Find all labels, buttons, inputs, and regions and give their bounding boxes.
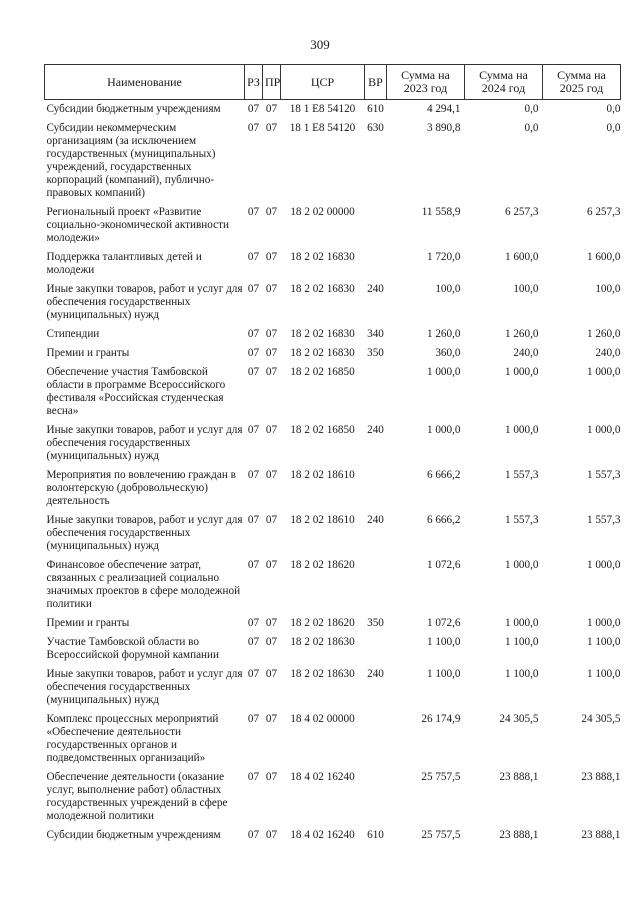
cell-sum-2025: 23 888,1	[581, 771, 621, 783]
cell-csr: 18 1 E8 54120	[289, 103, 356, 115]
cell-name: Участие Тамбовской области во Всероссийской форумной кампании	[46, 636, 220, 661]
cell-sum-2025: 24 305,5	[581, 713, 621, 725]
table-row	[45, 248, 621, 280]
table-row	[45, 466, 621, 511]
cell-sum-2023: 1 072,6	[426, 559, 461, 571]
cell-pr: 07	[265, 424, 278, 436]
cell-sum-2023: 25 757,5	[421, 771, 461, 783]
cell-sum-2024: 0,0	[524, 122, 539, 134]
cell-sum-2025: 1 260,0	[586, 328, 621, 340]
cell-vr: 630	[367, 122, 384, 134]
cell-name: Иные закупки товаров, работ и услуг для обеспечения государственных (муниципальных) нужд	[46, 668, 243, 706]
cell-sum-2024: 1 557,3	[504, 469, 539, 481]
cell-vr	[365, 203, 387, 248]
cell-sum-2025: 1 000,0	[586, 366, 621, 378]
cell-rz: 07	[247, 771, 260, 783]
cell-vr: 240	[367, 668, 384, 680]
cell-csr: 18 2 02 16850	[290, 424, 355, 436]
cell-sum-2025: 1 100,0	[586, 668, 621, 680]
header-name: Наименование	[45, 65, 245, 100]
cell-pr: 07	[265, 829, 278, 841]
cell-sum-2023: 3 890,8	[426, 122, 461, 134]
cell-sum-2025: 6 257,3	[586, 206, 621, 218]
cell-pr: 07	[265, 366, 278, 378]
cell-sum-2025: 1 000,0	[586, 424, 621, 436]
cell-pr: 07	[265, 469, 278, 481]
cell-vr: 610	[367, 103, 384, 115]
cell-rz: 07	[247, 328, 260, 340]
cell-vr	[365, 633, 387, 665]
cell-rz: 07	[247, 366, 260, 378]
header-rz: РЗ	[245, 65, 263, 100]
cell-vr: 340	[367, 328, 384, 340]
cell-sum-2023: 360,0	[435, 347, 461, 359]
cell-sum-2023: 26 174,9	[421, 713, 461, 725]
cell-sum-2023: 11 558,9	[421, 206, 461, 218]
cell-csr: 18 2 02 16830	[290, 283, 355, 295]
cell-csr: 18 1 E8 54120	[289, 122, 356, 134]
cell-rz: 07	[247, 103, 260, 115]
cell-sum-2025: 1 600,0	[586, 251, 621, 263]
header-sum-2023: Сумма на 2023 год	[387, 65, 465, 100]
cell-sum-2023: 1 000,0	[426, 366, 461, 378]
cell-sum-2024: 24 305,5	[499, 713, 539, 725]
table-row	[45, 363, 621, 421]
cell-csr: 18 2 02 16850	[290, 366, 355, 378]
cell-pr: 07	[265, 283, 278, 295]
header-vr: ВР	[365, 65, 387, 100]
cell-rz: 07	[247, 424, 260, 436]
table-row	[45, 511, 621, 556]
cell-name: Обеспечение деятельности (оказание услуг, выполнение работ) областных государственных учреждений в сфере молодежной политики	[46, 771, 228, 822]
cell-rz: 07	[247, 251, 260, 263]
table-header	[45, 65, 621, 100]
cell-sum-2023: 25 757,5	[421, 829, 461, 841]
table-row	[45, 826, 621, 845]
table-row	[45, 633, 621, 665]
cell-name: Комплекс процессных мероприятий «Обеспечение деятельности государственных органов и подведомственных организаций»	[46, 713, 219, 764]
cell-sum-2023: 1 100,0	[426, 636, 461, 648]
cell-csr: 18 2 02 18620	[290, 559, 355, 571]
cell-csr: 18 2 02 18620	[290, 617, 355, 629]
cell-sum-2025: 1 557,3	[586, 469, 621, 481]
cell-sum-2024: 1 000,0	[504, 424, 539, 436]
cell-pr: 07	[265, 713, 278, 725]
cell-sum-2023: 6 666,2	[426, 469, 461, 481]
header-sum-2025: Сумма на 2025 год	[543, 65, 621, 100]
cell-sum-2024: 23 888,1	[499, 829, 539, 841]
cell-csr: 18 2 02 18630	[290, 668, 355, 680]
cell-csr: 18 2 02 16830	[290, 347, 355, 359]
table-row	[45, 280, 621, 325]
cell-rz: 07	[247, 617, 260, 629]
cell-sum-2024: 23 888,1	[499, 771, 539, 783]
cell-sum-2024: 240,0	[513, 347, 539, 359]
cell-sum-2024: 1 557,3	[504, 514, 539, 526]
cell-sum-2024: 1 260,0	[504, 328, 539, 340]
cell-pr: 07	[265, 347, 278, 359]
cell-rz: 07	[247, 636, 260, 648]
cell-vr: 350	[367, 617, 384, 629]
cell-name: Региональный проект «Развитие социально-экономической активности молодежи»	[46, 206, 229, 244]
cell-sum-2025: 1 557,3	[586, 514, 621, 526]
cell-rz: 07	[247, 559, 260, 571]
header-csr: ЦСР	[281, 65, 365, 100]
cell-vr: 240	[367, 424, 384, 436]
table-row	[45, 710, 621, 768]
cell-vr	[365, 248, 387, 280]
cell-vr: 240	[367, 283, 384, 295]
cell-rz: 07	[247, 206, 260, 218]
budget-table	[44, 64, 621, 845]
cell-sum-2025: 23 888,1	[581, 829, 621, 841]
cell-sum-2025: 1 000,0	[586, 617, 621, 629]
cell-sum-2025: 1 100,0	[586, 636, 621, 648]
cell-sum-2023: 1 720,0	[426, 251, 461, 263]
table-body	[45, 100, 621, 846]
cell-sum-2024: 1 100,0	[504, 668, 539, 680]
cell-csr: 18 2 02 18610	[290, 514, 355, 526]
cell-name: Иные закупки товаров, работ и услуг для обеспечения государственных (муниципальных) нужд	[46, 424, 243, 462]
table-row	[45, 556, 621, 614]
cell-sum-2024: 6 257,3	[504, 206, 539, 218]
cell-sum-2024: 1 100,0	[504, 636, 539, 648]
cell-csr: 18 2 02 18630	[290, 636, 355, 648]
cell-csr: 18 4 02 00000	[290, 713, 355, 725]
cell-pr: 07	[265, 668, 278, 680]
cell-pr: 07	[265, 103, 278, 115]
cell-sum-2025: 0,0	[606, 122, 621, 134]
cell-pr: 07	[265, 122, 278, 134]
cell-name: Иные закупки товаров, работ и услуг для обеспечения государственных (муниципальных) нужд	[46, 514, 243, 552]
cell-sum-2024: 1 000,0	[504, 559, 539, 571]
cell-vr	[365, 556, 387, 614]
table-row	[45, 344, 621, 363]
cell-name: Премии и гранты	[46, 347, 130, 359]
cell-rz: 07	[247, 122, 260, 134]
cell-name: Обеспечение участия Тамбовской области в программе Всероссийского фестиваля «Российская студенческая весна»	[46, 366, 226, 417]
cell-pr: 07	[265, 328, 278, 340]
cell-name: Финансовое обеспечение затрат, связанных с реализацией социально значимых проектов в сфере молодежной политики	[46, 559, 241, 610]
cell-sum-2024: 1 000,0	[504, 366, 539, 378]
cell-sum-2023: 100,0	[435, 283, 461, 295]
cell-sum-2023: 1 072,6	[426, 617, 461, 629]
cell-sum-2024: 0,0	[524, 103, 539, 115]
cell-csr: 18 2 02 16830	[290, 251, 355, 263]
cell-sum-2024: 1 600,0	[504, 251, 539, 263]
cell-pr: 07	[265, 636, 278, 648]
cell-pr: 07	[265, 206, 278, 218]
cell-pr: 07	[265, 559, 278, 571]
cell-name: Иные закупки товаров, работ и услуг для обеспечения государственных (муниципальных) нужд	[46, 283, 243, 321]
cell-name: Поддержка талантливых детей и молодежи	[46, 251, 202, 276]
cell-csr: 18 4 02 16240	[290, 771, 355, 783]
cell-vr: 610	[367, 829, 384, 841]
cell-sum-2025: 240,0	[595, 347, 621, 359]
cell-csr: 18 2 02 00000	[290, 206, 355, 218]
cell-vr	[365, 710, 387, 768]
table-row	[45, 665, 621, 710]
cell-vr	[365, 768, 387, 826]
cell-rz: 07	[247, 668, 260, 680]
cell-rz: 07	[247, 283, 260, 295]
table-row	[45, 421, 621, 466]
cell-csr: 18 2 02 16830	[290, 328, 355, 340]
page-number: 309	[310, 37, 330, 52]
cell-pr: 07	[265, 514, 278, 526]
cell-pr: 07	[265, 771, 278, 783]
table-row	[45, 203, 621, 248]
cell-sum-2023: 1 100,0	[426, 668, 461, 680]
cell-sum-2025: 1 000,0	[586, 559, 621, 571]
cell-sum-2025: 100,0	[595, 283, 621, 295]
table-row	[45, 614, 621, 633]
cell-name: Субсидии некоммерческим организациям (за исключением государственных (муниципальных) учреждений, государственных корпораций (компаний), публично-правовых компаний)	[46, 122, 216, 199]
table-row	[45, 768, 621, 826]
cell-rz: 07	[247, 469, 260, 481]
cell-sum-2023: 6 666,2	[426, 514, 461, 526]
cell-name: Премии и гранты	[46, 617, 130, 629]
cell-pr: 07	[265, 251, 278, 263]
cell-sum-2023: 1 000,0	[426, 424, 461, 436]
cell-sum-2024: 1 000,0	[504, 617, 539, 629]
cell-vr	[365, 363, 387, 421]
cell-name: Субсидии бюджетным учреждениям	[46, 103, 221, 115]
table-row	[45, 119, 621, 203]
cell-vr	[365, 466, 387, 511]
cell-pr: 07	[265, 617, 278, 629]
cell-sum-2023: 4 294,1	[426, 103, 461, 115]
cell-csr: 18 2 02 18610	[290, 469, 355, 481]
cell-vr: 350	[367, 347, 384, 359]
cell-sum-2023: 1 260,0	[426, 328, 461, 340]
cell-sum-2024: 100,0	[513, 283, 539, 295]
table-row	[45, 325, 621, 344]
table-row	[45, 100, 621, 120]
cell-name: Субсидии бюджетным учреждениям	[46, 829, 221, 841]
cell-rz: 07	[247, 347, 260, 359]
header-pr: ПР	[263, 65, 281, 100]
cell-rz: 07	[247, 829, 260, 841]
cell-rz: 07	[247, 514, 260, 526]
cell-name: Стипендии	[46, 328, 100, 340]
header-sum-2024: Сумма на 2024 год	[465, 65, 543, 100]
cell-csr: 18 4 02 16240	[290, 829, 355, 841]
cell-sum-2025: 0,0	[606, 103, 621, 115]
cell-vr: 240	[367, 514, 384, 526]
cell-name: Мероприятия по вовлечению граждан в волонтерскую (добровольческую) деятельность	[46, 469, 236, 507]
cell-rz: 07	[247, 713, 260, 725]
